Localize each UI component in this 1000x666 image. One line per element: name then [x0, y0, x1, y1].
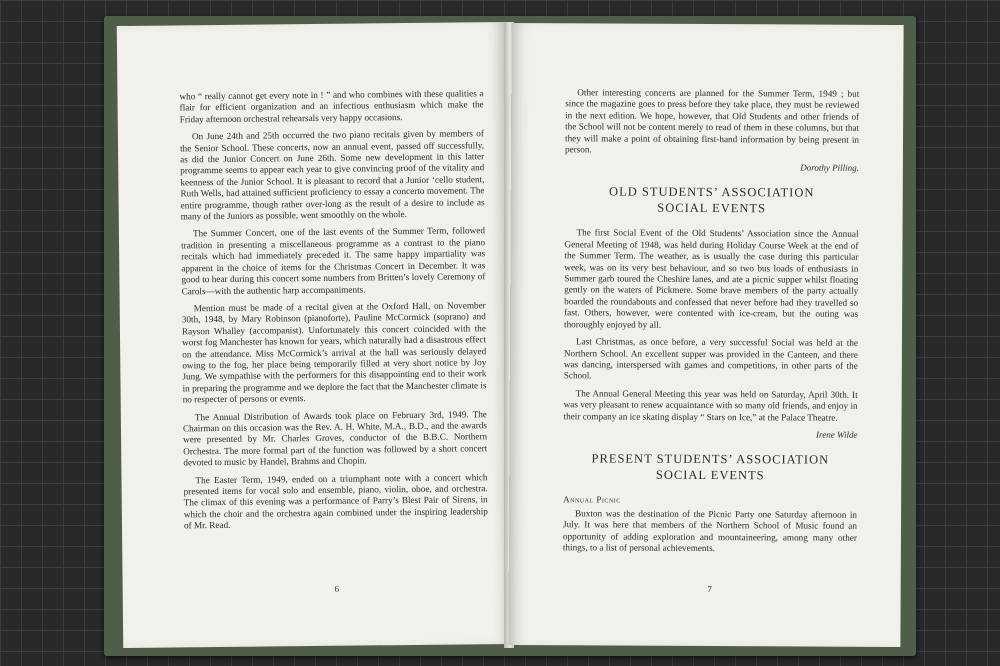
- present-students-paragraph: Buxton was the destination of the Picnic Party one Saturday afternoon in July. It was here that members of the Northern School of Music found an opportunity of adding exploration and mountaineering, among many other things, to a list of personal achievements.: [562, 508, 858, 554]
- annual-picnic-subheading: Annual Picnic: [563, 494, 621, 505]
- old-students-paragraph-3: The Annual General Meeting this year was held on Saturday, April 30th. It was very pleasant to renew acquaintance with so many old friends, and enjoy in their company an ice skating display “ Stars on Ice,” at the Palace Theatre.: [563, 388, 858, 423]
- left-page: [117, 22, 511, 648]
- old-students-title-line2: SOCIAL EVENTS: [657, 201, 767, 216]
- intro-paragraph: Other interesting concerts are planned for the Summer Term, 1949 ; but since the magazine goes to press before they take place, they must be reviewed in the next edition. We hope, however, that Old Students and other friends of the School will not be content merely to read of them in these columns, but that they will make a point of obtaining first-hand information by being present in person.: [564, 87, 860, 155]
- left-paragraph-3: The Summer Concert, one of the last events of the Summer Term, followed tradition in presenting a miscellaneous programme as a contrast to the piano recitals which had immediately preceded it. The same happy impartiality was apparent in the choice of items for the Christmas Concert in December. It was good to hear during this concert some numbers from Britten’s lovely Ceremony of Carols—with the authentic harp accompaniments.: [181, 225, 486, 296]
- present-students-title-line2: SOCIAL EVENTS: [655, 467, 765, 483]
- old-students-paragraph-1: The first Social Event of the Old Students’ Association since the Annual General Meeting of 1948, was held during Holiday Course Week at the end of the Summer Term. The weather, as is usually the case during this particular week, was on its very best behaviour, and so two bus loads of enthusiasts in Summer garb toured the Cheshire lanes, and ate a picnic supper whilst floating gently on the waters of Pickmere. Some brave members of the party actually boarded the roundabouts and confessed that never before had they travelled so fast. Others, however, were contented with ice-cream, but the outing was thoroughly enjoyed by all.: [564, 227, 859, 330]
- left-paragraph-6: The Easter Term, 1949, ended on a triumphant note with a concert which presented items for vocal solo and ensemble, piano, violin, oboe, and orchestra. The climax of this evening was a performance of Parry’s Blest Pair of Sirens, in which the choir and the orchestra again combined under the inspiring leadership of Mr. Read.: [183, 471, 488, 531]
- present-students-heading: [563, 450, 857, 484]
- left-paragraph-2: On June 24th and 25th occurred the two piano recitals given by members of the Senior School. These concerts, now an annual event, passed off successfully, as did the Junior Concert on June 26th. Some new development in this latter programme seems to appear each year to give convincing proof of the vitality and keenness of the Junior School. It is pleasant to record that a Junior ‘cello student, Ruth Wells, had attained sufficient proficiency to essay a concerto movement. The entire programme, though rather over-long as the result of a desire to include as many of the Juniors as possible, went smoothly on the whole.: [179, 128, 485, 222]
- page-number-left: 6: [334, 583, 339, 594]
- right-page: [508, 23, 903, 647]
- intro-signature: Dorothy Pilling.: [800, 162, 859, 174]
- old-students-heading: [565, 184, 859, 218]
- page-number-right: 7: [707, 584, 712, 595]
- left-paragraph-5: The Annual Distribution of Awards took place on February 3rd, 1949. The Chairman on this occasion was the Rev. A. H. White, M.A., B.D., and the awards were presented by Mr. Charles Groves, conductor of the B.B.C. Northern Orchestra. The more formal part of the function was followed by a short concert devoted to music by Handel, Brahms and Chopin.: [182, 408, 488, 468]
- old-students-paragraph-2: Last Christmas, as once before, a very successful Social was held at the Northern School. An excellent supper was provided in the Canteen, and there was dancing, interspersed with games and competitions, in other parts of the School.: [563, 336, 858, 381]
- left-paragraph-1: who “ really cannot get every note in ! ” and who combines with these qualities a flair for efficient organization and an infectious enthusiasm which make the Friday afternoon orchestral rehearsals very happy occasions.: [179, 88, 484, 125]
- old-students-title-line1: OLD STUDENTS’ ASSOCIATION: [609, 184, 815, 201]
- old-students-signature: Irene Wilde: [816, 429, 858, 440]
- present-students-title-line1: PRESENT STUDENTS’ ASSOCIATION: [591, 451, 830, 467]
- left-paragraph-4: Mention must be made of a recital given at the Oxford Hall, on November 30th, 1948, by Mary Robinson (pianoforte), Pauline McCormick (soprano) and Rayson Whalley (accompanist). Unfortunately this concert coincided with the worst fog Manchester has known for years, which naturally had a disastrous effect on the attendance. Miss McCormick’s arrival at the hall was seriously delayed owing to the fog, her place being temporarily filled at very short notice by Joy Jung. We sympathise with the performers for this disappointing end to their work in preparing the programme and we deplore the fact that the Manchester climate is no respecter of persons or events.: [181, 300, 487, 405]
